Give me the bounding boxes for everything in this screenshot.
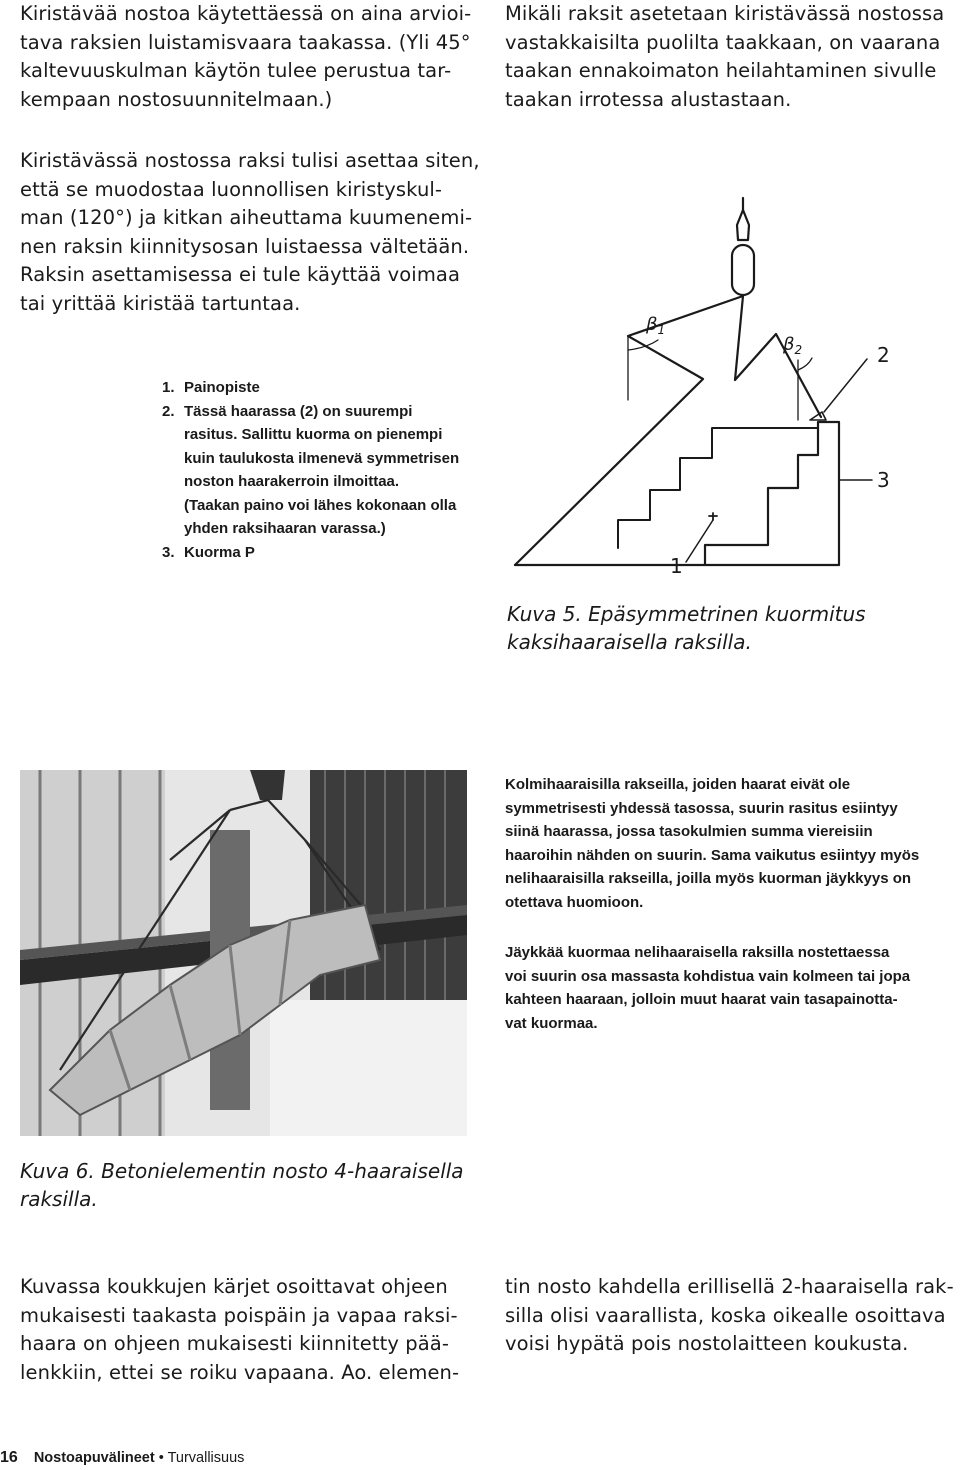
sling-leg-right [735,296,821,417]
paragraph-right-bold-2: Jäykkää kuormaa nelihaaraisella raksilla nostettaessa voi suurin osa massasta kohdistua vain kolmeen tai jopa kahteen haaraan, jolloin muut haarat vain tasapainotta- vat kuormaa. [505,944,911,1032]
legend-text: Kuorma P [184,543,255,561]
photo-concrete-stair-lift [20,770,467,1136]
legend-number: 1. [162,379,175,396]
label-2: 2 [877,343,890,367]
figure-legend [162,376,492,564]
paragraph-right-bold-1: Kolmihaaraisilla rakseilla, joiden haarat eivät ole symmetrisesti yhdessä tasossa, suurin rasitus esiintyy siinä haarassa, jossa tasokulmien summa viereisiin haaroihin nähden on suurin. Sama vaikutus esiintyy myös nelihaaraisilla rakseilla, joilla myös kuorman jäykkyys on otettava huomioon. [505,776,920,911]
label-1: 1 [670,554,683,578]
footer-section: Nostoapuvälineet [33,1450,155,1466]
page-number: 16 [0,1449,18,1466]
paragraph-bottom-right: tin nosto kahdella erillisellä 2-haaraisella rak- silla olisi vaarallista, koska oikealle osoittava voisi hypätä pois nostolaitteen koukusta. [505,1275,954,1355]
page-footer [0,1449,480,1467]
master-link [732,245,754,295]
sling-diagram [500,190,940,590]
legend-text: Painopiste [184,379,260,396]
figure6-caption: Kuva 6. Betonielementin nosto 4-haaraisella raksilla. [20,1159,464,1211]
paragraph-middle-left: Kiristävässä nostossa raksi tulisi asettaa siten, että se muodostaa luonnollisen kiristyskul- man (120°) ja kitkan aiheuttama kuumenemi- nen raksin kiinnitysosan luistaessa vältetään. Raksin asettamisessa ei tule käyttää voimaa tai yrittää kiristää tartuntaa. [20,149,480,315]
paragraph-top-left: Kiristävää nostoa käytettäessä on aina arvioi- tava raksien luistamisvaara taakassa. (Yli 45° kaltevuuskulman käytön tulee perustua tar- kempaan nostosuunnitelmaan.) [20,2,472,111]
label-beta2: $\beta_2$ [783,334,803,357]
sling-leg-left [515,296,743,565]
stair-element [515,422,839,565]
footer-bullet: • [158,1450,164,1466]
figure5-caption: Kuva 5. Epäsymmetrinen kuormitus kaksihaaraisella raksilla. [507,602,866,654]
legend-item [162,400,492,541]
photo-illustration [20,770,467,1136]
footer-subsection: Turvallisuus [167,1450,245,1466]
paragraph-bottom-left: Kuvassa koukkujen kärjet osoittavat ohjeen mukaisesti taakasta poispäin ja vapaa raksi- haara on ohjeen mukaisesti kiinnitetty pää- lenkkiin, ettei se roiku vapaana. Ao. elemen- [20,1275,460,1384]
legend-number: 2. [162,402,175,420]
label-3: 3 [877,468,890,492]
hook-shape [737,210,749,240]
legend-text: Tässä haarassa (2) on suurempi rasitus. Sallittu kuorma on pienempi kuin taulukosta ilmenevä symmetrisen noston haarakerroin ilmoittaa. (Taakan paino voi lähes kokonaan olla yhden raksihaaran varassa.) [184,402,460,537]
paragraph-top-right: Mikäli raksit asetetaan kiristävässä nostossa vastakkaisilta puolilta taakkaan, on vaarana taakan ennakoimaton heilahtaminen sivulle taakan irrotessa alustastaan. [505,2,945,111]
legend-item [162,376,492,400]
legend-number: 3. [162,543,175,561]
label-beta1: $\beta_1$ [646,314,666,337]
legend-item [162,541,492,565]
